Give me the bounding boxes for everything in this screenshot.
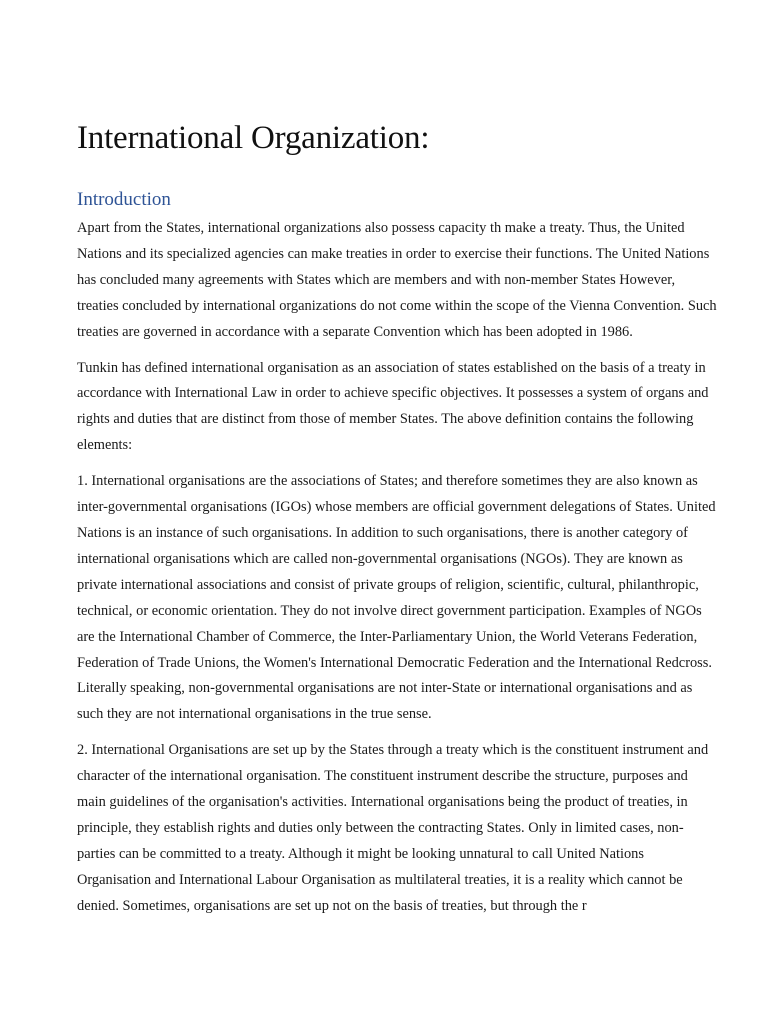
- paragraph-tunkin-definition: Tunkin has defined international organisation as an association of states established on the basis of a treaty in accordance with International Law in order to achieve specific objectives. It possesses a system of organs and rights and duties that are distinct from those of member States. The above definition contains the following elements:: [77, 359, 709, 454]
- document-body: [77, 116, 720, 920]
- paragraph-intro: Apart from the States, international organizations also possess capacity th make a treaty. Thus, the United Nations and its specialized agencies can make treaties in order to exercise their functions. The United Nations has concluded many agreements with States which are members and with non-member States However, treaties concluded by international organizations do not come within the scope of the Vienna Convention. Such treaties are governed in accordance with a separate Convention which has been adopted in 1986.: [77, 220, 717, 340]
- paragraph-element-1: 1. International organisations are the associations of States; and therefore sometimes they are also known as inter-governmental organisations (IGOs) whose members are official government delegations of States. United Nations is an instance of such organisations. In addition to such organisations, there is another category of international organisations which are called non-governmental organisations (NGOs). They are known as private international associations and consist of private groups of religion, scientific, cultural, philanthropic, technical, or economic orientation. They do not involve direct government participation. Examples of NGOs are the International Chamber of Commerce, the Inter-Parliamentary Union, the World Veterans Federation, Federation of Trade Unions, the Women's International Democratic Federation and the International Redcross. Literally speaking, non-governmental organisations are not inter-State or international organisations and as such they are not international organisations in the true sense.: [77, 473, 716, 723]
- section-heading-introduction: Introduction: [77, 189, 171, 210]
- document-title: International Organization:: [77, 120, 430, 156]
- paragraph-element-2: 2. International Organisations are set up by the States through a treaty which is the constituent instrument and character of the international organisation. The constituent instrument describe the structure, purposes and main guidelines of the organisation's activities. International organisations being the product of treaties, in principle, they establish rights and duties only between the contracting States. Only in limited cases, non-parties can be committed to a treaty. Although it might be looking unnatural to call United Nations Organisation and International Labour Organisation as multilateral treaties, it is a reality which cannot be denied. Sometimes, organisations are set up not on the basis of treaties, but through the r: [77, 742, 709, 914]
